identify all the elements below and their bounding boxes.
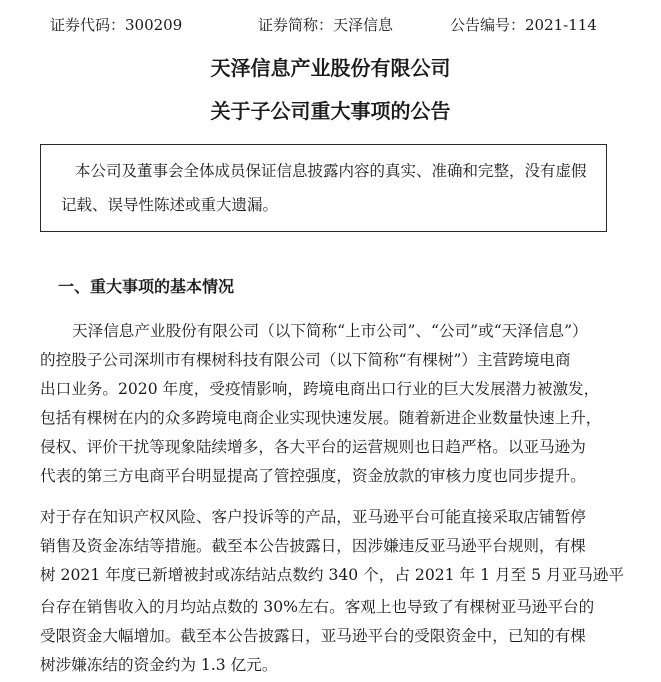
paragraph-line: 侵权、评价干扰等现象陆续增多，各大平台的运营规则也日趋严格。以亚马逊为 xyxy=(40,438,586,456)
paragraph-line: 出口业务。2020 年度，受疫情影响，跨境电商出口行业的巨大发展潜力被激发， xyxy=(40,380,600,398)
disclaimer-line: 本公司及董事会全体成员保证信息披露内容的真实、准确和完整，没有虚假 xyxy=(75,162,587,180)
paragraph-line: 受限资金大幅增加。截至本公告披露日，亚马逊平台的受限资金中，已知的有棵 xyxy=(40,627,586,645)
paragraph-line: 代表的第三方电商平台明显提高了管控强度，资金放款的审核力度也同步提升。 xyxy=(40,467,586,485)
disclaimer-box xyxy=(40,144,607,232)
paragraph-line: 树涉嫌冻结的资金约为 1.3 亿元。 xyxy=(40,656,278,674)
paragraph-line: 台存在销售收入的月均站点数的 30%左右。客观上也导致了有棵树亚马逊平台的 xyxy=(40,598,595,616)
paragraph-line: 天泽信息产业股份有限公司（以下简称“上市公司”、“公司”或“天泽信息”） xyxy=(72,322,588,340)
paragraph-line: 包括有棵树在内的众多跨境电商企业实现快速发展。随着新进企业数量快速上升， xyxy=(40,409,602,427)
paragraph-line: 销售及资金冻结等措施。截至本公告披露日，因涉嫌违反亚马逊平台规则，有棵 xyxy=(40,537,586,555)
announcement-header xyxy=(0,14,661,38)
stock-code: 证券代码：300209 xyxy=(50,16,183,34)
disclaimer-line: 记载、误导性陈述或重大遗漏。 xyxy=(61,196,279,214)
notice-title: 关于子公司重大事项的公告 xyxy=(210,99,451,123)
notice-number: 公告编号：2021-114 xyxy=(450,16,597,34)
stock-short-name: 证券简称：天泽信息 xyxy=(258,16,394,34)
company-title: 天泽信息产业股份有限公司 xyxy=(210,56,451,80)
paragraph-line: 的控股子公司深圳市有棵树科技有限公司（以下简称“有棵树”）主营跨境电商 xyxy=(40,351,571,369)
paragraph-line: 树 2021 年度已新增被封或冻结站点数约 340 个，占 2021 年 1 月至 5 月亚马逊平 xyxy=(40,566,624,584)
section-heading: 一、重大事项的基本情况 xyxy=(58,277,235,296)
paragraph-line: 对于存在知识产权风险、客户投诉等的产品，亚马逊平台可能直接采取店铺暂停 xyxy=(40,508,586,526)
